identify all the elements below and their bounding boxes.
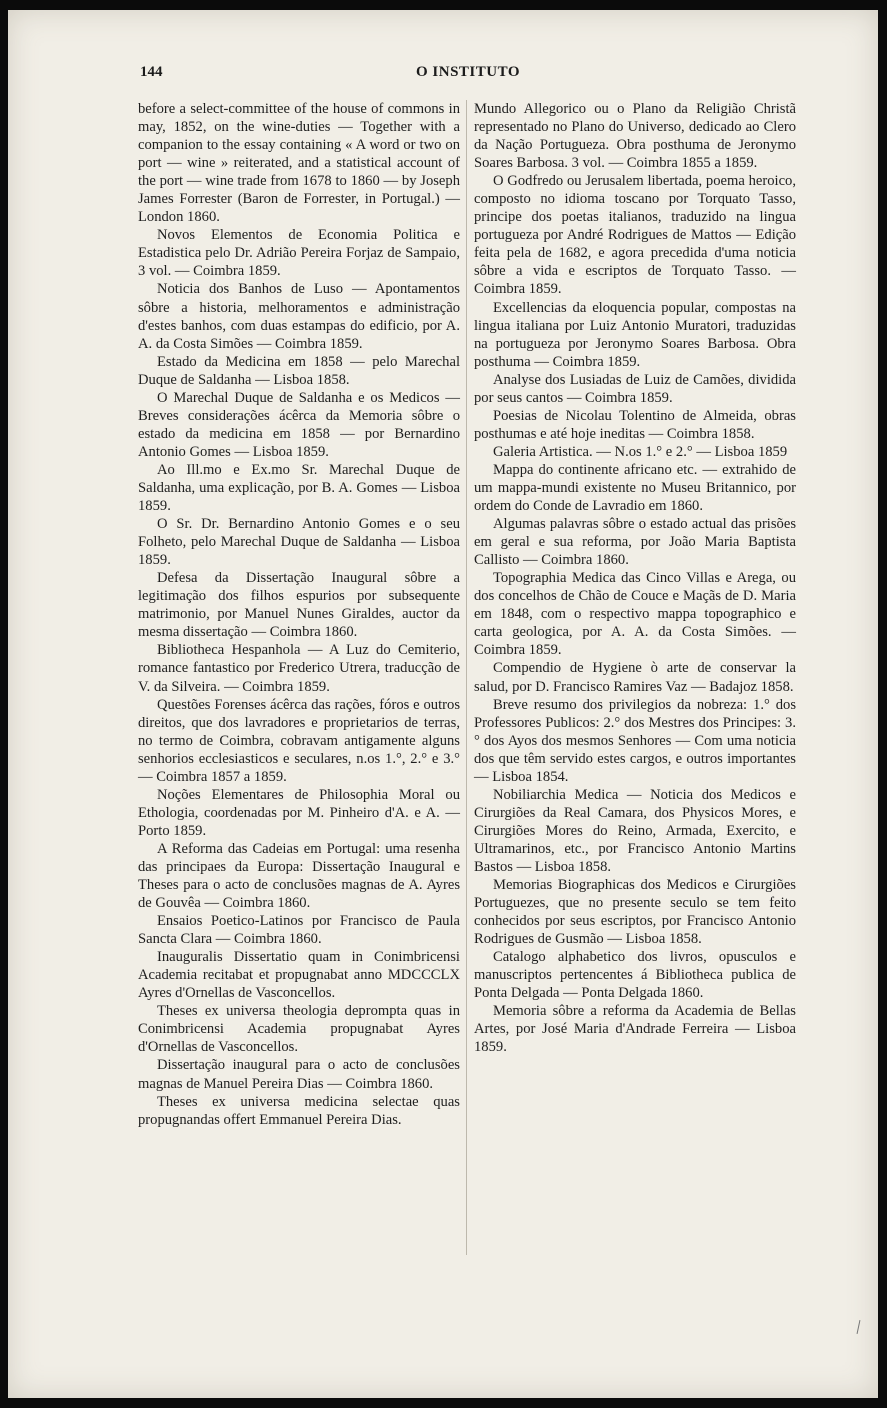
running-title: O INSTITUTO (415, 64, 520, 80)
bibliography-entry: before a select-committee of the house of commons in may, 1852, on the wine-duties — Together with a companion to the essay containing « A word or two on port — wine » reiterated, and a statistical account of the port — wine trade from 1678 to 1860 — by Joseph James Forrester (Baron de Forrester, in Portugal.) — London 1860. (138, 101, 460, 226)
bibliography-entry: Memorias Biographicas dos Medicos e Cirurgiões Portuguezes, que no presente seculo se tem feito conhecidos por seus escriptos, por Francisco Antonio Rodrigues de Gusmão — Lisboa 1858. (474, 877, 796, 948)
bibliography-entry: O Marechal Duque de Saldanha e os Medicos — Breves considerações ácêrca da Memoria sôbre o estado da medicina em 1858 — por Bernardino Antonio Gomes — Lisboa 1859. (138, 389, 460, 460)
bibliography-entry: O Godfredo ou Jerusalem libertada, poema heroico, composto no idioma toscano por Torquato Tasso, principe dos poetas italianos, traduzido na lingua portugueza por André Rodrigues de Mattos — Edição feita pela de 1682, e agora precedida d'uma noticia sôbre a vida e escriptos de Torquato Tasso. — Coimbra 1859. (474, 173, 796, 298)
bibliography-entry: Theses ex universa medicina selectae quas propugnandas offert Emmanuel Pereira Dias. (138, 1093, 460, 1128)
bibliography-entry: Inauguralis Dissertatio quam in Conimbricensi Academia recitabat et propugnabat anno MDCCCLX Ayres d'Ornellas de Vasconcellos. (138, 949, 460, 1002)
bibliography-entry: Theses ex universa theologia deprompta quas in Conimbricensi Academia propugnabat Ayres d'Ornellas de Vasconcellos. (138, 1003, 460, 1056)
right-column (474, 100, 796, 1056)
bibliography-entry: Defesa da Dissertação Inaugural sôbre a legitimação dos filhos espurios por subsequente matrimonio, por Manuel Nunes Giraldes, auctor da mesma dissertação — Coimbra 1860. (138, 570, 460, 641)
bibliography-entry: Excellencias da eloquencia popular, compostas na lingua italiana por Luiz Antonio Muratori, traduzidas na portugueza por Jeronymo Soares Barbosa. Obra posthuma — Coimbra 1859. (474, 299, 796, 370)
bibliography-entry: O Sr. Dr. Bernardino Antonio Gomes e o seu Folheto, pelo Marechal Duque de Saldanha — Lisboa 1859. (138, 516, 460, 569)
bibliography-entry: Compendio de Hygiene ò arte de conservar la salud, por D. Francisco Ramires Vaz — Badajoz 1858. (474, 660, 796, 695)
bibliography-entry: Estado da Medicina em 1858 — pelo Marechal Duque de Saldanha — Lisboa 1858. (138, 353, 460, 388)
bibliography-entry: Nobiliarchia Medica — Noticia dos Medicos e Cirurgiões da Real Camara, dos Physicos Mores, e Cirurgiões Mores do Reino, Armada, Exercito, e Ultramarinos, etc., por Francisco Antonio Martins Bastos — Lisboa 1858. (474, 786, 796, 875)
bibliography-entry: Bibliotheca Hespanhola — A Luz do Cemiterio, romance fantastico por Frederico Utrera, traducção de V. da Silveira. — Coimbra 1859. (138, 642, 460, 695)
bibliography-entry: Ao Ill.mo e Ex.mo Sr. Marechal Duque de Saldanha, uma explicação, por B. A. Gomes — Lisboa 1859. (138, 461, 460, 515)
bibliography-entry: Mappa do continente africano etc. — extrahido de um mappa-mundi existente no Museu Britannico, por ordem do Conde de Lavradio em 1860. (474, 461, 796, 515)
bibliography-entry: Dissertação inaugural para o acto de conclusões magnas de Manuel Pereira Dias — Coimbra 1860. (138, 1057, 460, 1092)
bibliography-entry: Catalogo alphabetico dos livros, opusculos e manuscriptos pertencentes á Bibliotheca publica de Ponta Delgada — Ponta Delgada 1860. (474, 949, 796, 1002)
page-number: 144 (140, 64, 163, 80)
bibliography-entry: Breve resumo dos privilegios da nobreza: 1.° dos Professores Publicos: 2.° dos Mestres dos Principes: 3.° dos Ayos dos mesmos Senhores — Com uma noticia dos que têm servido estes cargos, e outros importantes — Lisboa 1854. (474, 696, 796, 785)
bibliography-entry: Topographia Medica das Cinco Villas e Arega, ou dos concelhos de Chão de Couce e Maçãs de D. Maria em 1848, com o respectivo mappa topographico e carta geologica, por A. A. da Costa Simões. — Coimbra 1859. (474, 570, 796, 659)
bibliography-entry: Novos Elementos de Economia Politica e Estadistica pelo Dr. Adrião Pereira Forjaz de Sampaio, 3 vol. — Coimbra 1859. (138, 227, 460, 280)
bibliography-entry: Noticia dos Banhos de Luso — Apontamentos sôbre a historia, melhoramentos e administração d'estes banhos, com duas estampas do edificio, por A. A. da Costa Simões — Coimbra 1859. (138, 281, 460, 352)
bibliography-entry: Ensaios Poetico-Latinos por Francisco de Paula Sancta Clara — Coimbra 1860. (138, 913, 460, 948)
column-divider (466, 100, 467, 1255)
bibliography-entry: A Reforma das Cadeias em Portugal: uma resenha das principaes da Europa: Dissertação Inaugural e Theses para o acto de conclusões magnas de A. Ayres de Gouvêa — Coimbra 1860. (138, 840, 460, 912)
left-column (138, 100, 460, 1129)
bibliography-entry: Poesias de Nicolau Tolentino de Almeida, obras posthumas e até hoje ineditas — Coimbra 1858. (474, 407, 796, 442)
bibliography-entry: Questões Forenses ácêrca das rações, fóros e outros direitos, que dos lavradores e proprietarios de terras, no termo de Coimbra, cobravam antigamente alguns senhorios ecclesiasticos e seculares, n.os 1.°, 2.° e 3.° — Coimbra 1857 a 1859. (138, 696, 460, 785)
bibliography-entry: Mundo Allegorico ou o Plano da Religião Christã representado no Plano do Universo, dedicado ao Clero da Nação Portugueza. Obra posthuma de Jeronymo Soares Barbosa. 3 vol. — Coimbra 1855 a 1859. (474, 101, 796, 172)
bibliography-entry: Memoria sôbre a reforma da Academia de Bellas Artes, por José Maria d'Andrade Ferreira — Lisboa 1859. (474, 1003, 796, 1056)
bibliography-entry: Analyse dos Lusiadas de Luiz de Camões, dividida por seus cantos — Coimbra 1859. (474, 371, 796, 406)
bibliography-entry: Galeria Artistica. — N.os 1.° e 2.° — Lisboa 1859 (492, 443, 788, 460)
bibliography-entry: Noções Elementares de Philosophia Moral ou Ethologia, coordenadas por M. Pinheiro d'A. e A. — Porto 1859. (138, 786, 460, 839)
page-header (138, 64, 798, 86)
bibliography-entry: Algumas palavras sôbre o estado actual das prisões em geral e sua reforma, por João Maria Baptista Callisto — Coimbra 1860. (474, 516, 796, 569)
